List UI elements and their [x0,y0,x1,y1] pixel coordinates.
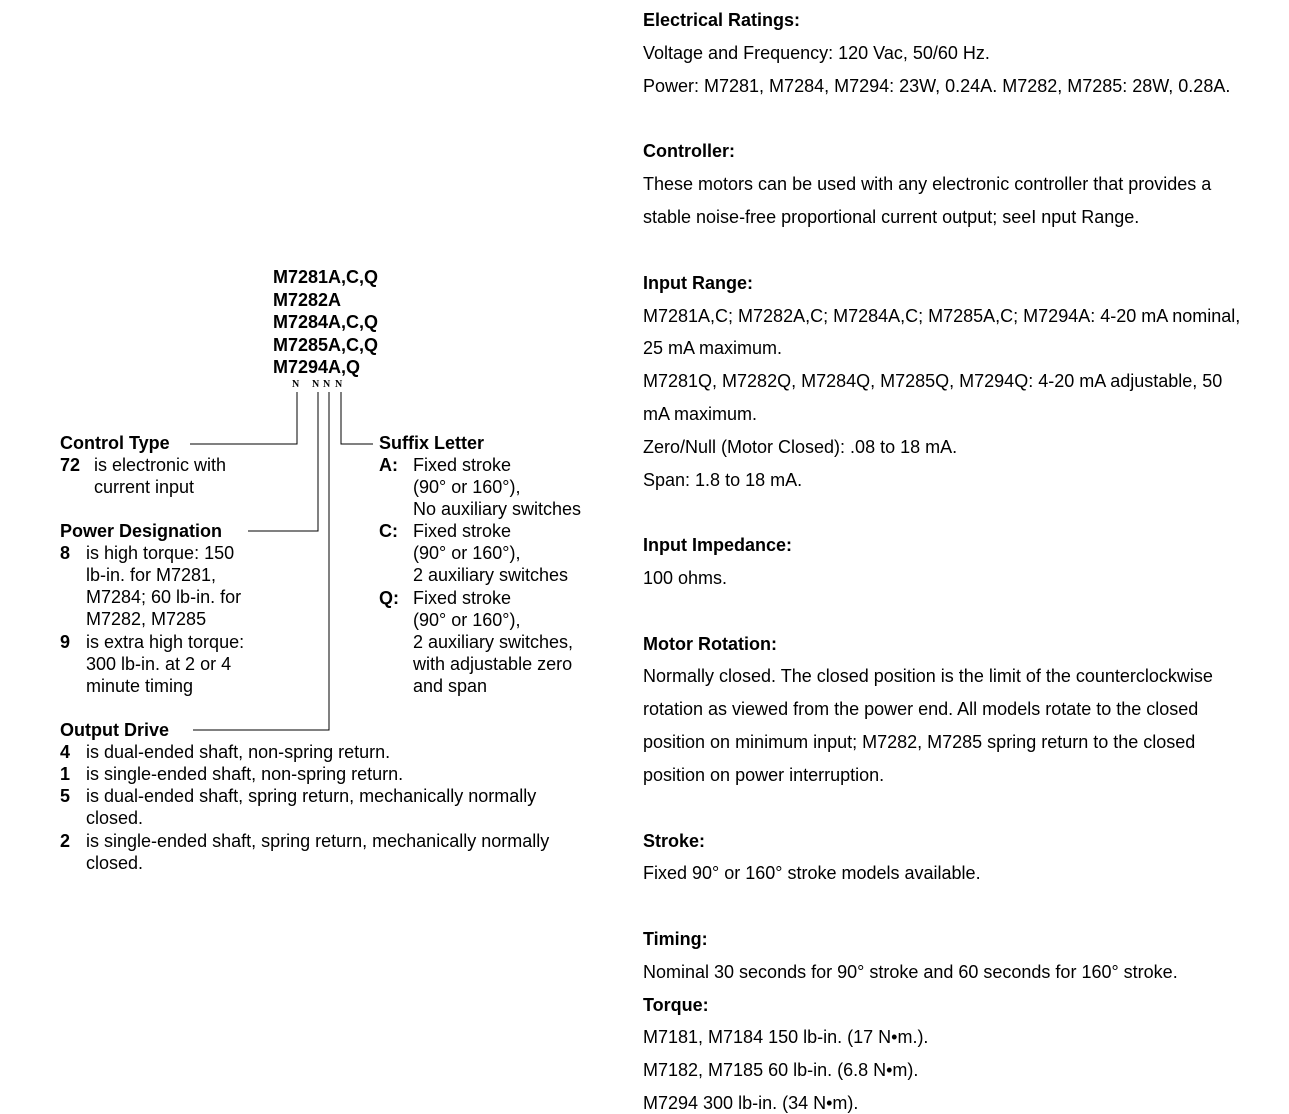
output-drive-text: is dual-ended shaft, non-spring return. [86,742,391,762]
control-type-text: current input [94,477,195,497]
output-drive-text: is single-ended shaft, spring return, mechanically normally [86,831,550,851]
suffix-letter-text: (90° or 160°), [413,543,521,563]
output-drive-code: 5 [60,786,71,806]
spec-text: rotation as viewed from the power end. All models rotate to the closed [643,699,1199,719]
control-type-code: 72 [60,455,81,475]
output-drive-code: 4 [60,742,71,762]
power-designation-code: 8 [60,543,71,563]
suffix-letter-text: 2 auxiliary switches [413,565,569,585]
spec-heading: Stroke: [643,831,706,851]
model-number: M7284A,C,Q [273,312,379,332]
spec-text: position on power interruption. [643,765,885,785]
suffix-letter-text: and span [413,676,488,696]
spec-text: These motors can be used with any electronic controller that provides a [643,174,1212,194]
connector-power-designation [248,392,318,531]
power-designation-text: 300 lb-in. at 2 or 4 [86,654,232,674]
spec-heading: Electrical Ratings: [643,10,801,30]
digit-placeholder: N [312,379,320,390]
power-designation-text: M7284; 60 lb-in. for [86,587,242,607]
spec-text: Voltage and Frequency: 120 Vac, 50/60 Hz. [643,43,990,63]
power-designation-text: minute timing [86,676,194,696]
suffix-letter-text: (90° or 160°), [413,610,521,630]
power-designation-text: is high torque: 150 [86,543,235,563]
spec-text: stable noise-free proportional current output; seeI nput Range. [643,207,1140,227]
spec-text: M7281Q, M7282Q, M7284Q, M7285Q, M7294Q: 4-20 mA adjustable, 50 [643,371,1223,391]
output-drive-text: closed. [86,853,144,873]
power-designation-text: M7282, M7285 [86,609,207,629]
model-list [273,266,378,379]
spec-text: position on minimum input; M7282, M7285 spring return to the closed [643,732,1196,752]
digit-placeholder: N [323,379,331,390]
connector-suffix-letter [341,392,373,444]
spec-heading: Controller: [643,141,735,161]
suffix-letter-text: Fixed stroke [413,588,512,608]
suffix-letter-text: (90° or 160°), [413,477,521,497]
spec-heading: Input Range: [643,273,753,293]
suffix-letter-code: Q: [379,588,399,608]
spec-heading: Torque: [643,995,709,1015]
power-designation-heading: Power Designation [60,521,223,541]
model-number: M7281A,C,Q [273,267,379,287]
spec-text: Zero/Null (Motor Closed): .08 to 18 mA. [643,437,958,457]
spec-text: M7181, M7184 150 lb-in. (17 N•m.). [643,1027,929,1047]
suffix-letter-text: Fixed stroke [413,455,512,475]
spec-heading: Timing: [643,929,708,949]
spec-text: Nominal 30 seconds for 90° stroke and 60 seconds for 160° stroke. [643,962,1178,982]
spec-text: Span: 1.8 to 18 mA. [643,470,803,490]
suffix-letter-text: Fixed stroke [413,521,512,541]
spec-text: 100 ohms. [643,568,728,588]
suffix-letter-text: 2 auxiliary switches, [413,632,574,652]
spec-heading: Input Impedance: [643,535,793,555]
power-designation-text: is extra high torque: [86,632,245,652]
model-number: M7285A,C,Q [273,334,379,355]
spec-text: Power: M7281, M7284, M7294: 23W, 0.24A. M7282, M7285: 28W, 0.28A. [643,76,1231,96]
spec-text: Normally closed. The closed position is the limit of the counterclockwise [643,666,1213,686]
spec-text: M7281A,C; M7282A,C; M7284A,C; M7285A,C; M7294A: 4-20 mA nominal, [643,306,1241,326]
output-drive-text: is dual-ended shaft, spring return, mechanically normally [86,786,537,806]
spec-text: Fixed 90° or 160° stroke models available. [643,863,981,883]
spec-text: mA maximum. [643,404,758,424]
power-designation-text: lb-in. for M7281, [86,565,217,585]
suffix-letter-text: No auxiliary switches [413,499,582,519]
spec-text: M7182, M7185 60 lb-in. (6.8 N•m). [643,1060,919,1080]
model-number-diagram [0,0,620,1111]
model-number: M7294A,Q [273,357,361,377]
connector-control-type [190,392,297,444]
spec-heading: Motor Rotation: [643,634,777,654]
power-designation-code: 9 [60,632,71,652]
digit-placeholder: N [335,379,343,390]
output-drive-text: closed. [86,808,144,828]
suffix-letter-code: A: [379,455,398,475]
control-type-text: is electronic with [94,455,227,475]
model-number: M7282A [273,289,342,310]
output-drive-heading: Output Drive [60,720,170,740]
control-type-heading: Control Type [60,433,170,453]
output-drive-code: 2 [60,831,71,851]
spec-text: M7294 300 lb-in. (34 N•m). [643,1093,859,1113]
spec-text: 25 mA maximum. [643,338,783,358]
output-drive-code: 1 [60,764,71,784]
suffix-letter-heading: Suffix Letter [379,433,485,453]
suffix-letter-text: with adjustable zero [413,654,573,674]
suffix-letter-code: C: [379,521,398,541]
digit-placeholder: N [292,379,300,390]
output-drive-text: is single-ended shaft, non-spring return. [86,764,404,784]
